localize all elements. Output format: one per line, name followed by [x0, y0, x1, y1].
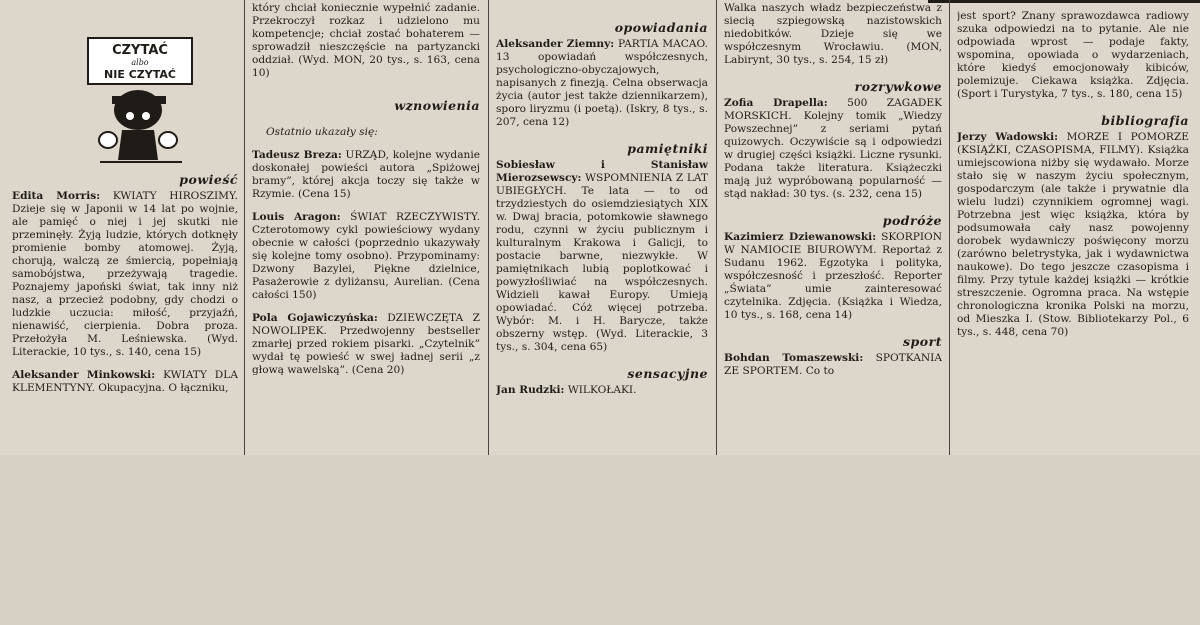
review-text: KWIATY HIROSZIMY. Dzieje się w Japonii w 14 lat po wojnie, ale pamięć o niej i jej skutki nie przeminęły. Żyją ludzie, których dotknęły promienie bomby atomowej. Żyją, chorują, walczą ze śmiercią, popełniają samobójstwa, przeżywają tragedie. Poznajemy japoński świat, tak inny niż nasz, a przecież podobny, gdy chodzi o ludzkie uczucia: miłość, przyjaźń, nienawiść, cierpienia. Dobra proza. Przełożyła M. Leśniewska. (Wyd. Literackie, 10 tys., s. 140, cena 15): [12, 190, 238, 358]
section-heading-bibliografia: bibliografia: [1101, 113, 1189, 128]
section-heading-sport: sport: [903, 334, 942, 349]
logo-line2: albo: [131, 58, 149, 67]
section-heading-pamietniki: pamiętniki: [627, 141, 708, 156]
author-name: Bohdan Tomaszewski:: [724, 352, 864, 364]
author-name: Kazimierz Dziewanowski:: [724, 231, 877, 243]
review-entry: [957, 131, 1189, 339]
column-rule: [488, 0, 489, 455]
review-entry: [252, 211, 480, 302]
column-3: [496, 18, 708, 473]
column-1: [12, 170, 238, 625]
review-text: WSPOMNIENIA Z LAT UBIEGŁYCH. Te lata — to od trzydziestych do osiemdziesiątych XIX w. Dwaj bracia, potomkowie sławnego rodu, czynni w życiu publicznym i kulturalnym Krakowa i Galicji, to postacie barwne, niezwykłe. W pamiętnikach lubią poplotkować i powyzłośliwiać na współczesnych. Widzieli kawał Europy. Umieją opowiadać. Cóż więcej potrzeba. Wybór: M. i H. Barycze, także obszerny wstęp. (Wyd. Literackie, 3 tys., s. 304, cena 65): [496, 172, 708, 353]
review-entry: [12, 369, 238, 395]
author-name: Zofia Drapella:: [724, 97, 828, 109]
review-entry: [496, 38, 708, 129]
section-heading-opowiadania: opowiadania: [614, 20, 708, 35]
section-intro: Ostatnio ukazały się:: [266, 126, 378, 138]
section-heading-powiesc: powieść: [179, 172, 238, 187]
review-text: SKORPION W NAMIOCIE BIUROWYM. Reportaż z Sudanu 1962. Egzotyka i polityka, współczesność i przeszłość. Reporter „Świata” umie zainteresować czytelnika. Zdjęcia. (Książka i Wiedza, 10 tys., s. 168, cena 14): [724, 231, 942, 321]
column-2: [252, 2, 480, 457]
review-entry: [252, 312, 480, 377]
logo-line1: CZYTAĆ: [112, 43, 168, 58]
column-rule: [949, 0, 950, 455]
review-text: MORZE I POMORZE (KSIĄŻKI, CZASOPISMA, FILMY). Książka umiejscowiona niżby się wydawało. Morze stało się w naszym życiu społecznym, gospodarczym (ale także i prywatnie dla wielu ludzi) czynnikiem ogromnej wagi. Potrzebna jest więc książka, która by podsumowała cały nasz powojenny dorobek wydawniczy poświęcony morzu (zarówno beletrystyka, jak i wydawnictwa naukowe). Do tego jeszcze czasopisma i filmy. Przy tytule każdej książki — krótkie streszczenie. Ogromna praca. Na wstępie chronologiczna kronika Polski na morzu, od Mieszka I. (Stow. Bibliotekarzy Pol., 6 tys., s. 448, cena 70): [957, 131, 1189, 338]
column-rule: [244, 0, 245, 455]
review-text: URZĄD, kolejne wydanie doskonałej powieści autora „Spiżowej bramy”, której akcja toczy się także w Rzymie. (Cena 15): [252, 149, 480, 200]
section-heading-podroze: podróże: [882, 213, 942, 228]
review-entry: [496, 384, 708, 397]
column-4: [724, 2, 942, 457]
review-continuation: jest sport? Znany sprawozdawca radiowy szuka odpowiedzi na to pytanie. Ale nie odpowiada wprost — podaje fakty, wspomina, opowiada o wydarzeniach, które kiedyś emocjonowały kibiców, polemizuje. Ciekawa książka. Zdjęcia. (Sport i Turystyka, 7 tys., s. 180, cena 15): [957, 10, 1189, 100]
reading-logo-icon: [86, 30, 196, 165]
review-continuation: który chciał koniecznie wypełnić zadanie. Przekroczył rozkaz i udzielono mu kompetencje; chciał zostać bohaterem — sprowadził nieszczęście na partyzancki oddział. (Wyd. MON, 20 tys., s. 163, cena 10): [252, 2, 480, 79]
review-continuation: Walka naszych władz bezpieczeństwa z siecią szpiegowską nazistowskich niedobitków. Dzieje się we współczesnym Wrocławiu. (MON, Labirynt, 30 tys., s. 254, 15 zł): [724, 2, 942, 66]
review-entry: [724, 231, 942, 322]
review-entry: [12, 190, 238, 359]
author-name: Tadeusz Breza:: [252, 149, 342, 161]
author-name: Aleksander Ziemny:: [496, 38, 615, 50]
review-text: KWIATY DLA KLEMENTYNY. Okupacyjna. O łączniku,: [12, 369, 238, 394]
review-entry: [724, 352, 942, 378]
review-text: 500 ZAGADEK MORSKICH. Kolejny tomik „Wiedzy Powszechnej” z seriami pytań quizowych. Oczywiście są i odpowiedzi w drugiej części książki. Liczne rysunki. Podana także literatura. Książeczki mają już wypróbowaną popularność — stąd nakład: 30 tys. (s. 232, cena 15): [724, 97, 942, 200]
review-entry: [496, 159, 708, 354]
review-text: ŚWIAT RZECZYWISTY. Czterotomowy cykl powieściowy wydany obecnie w całości (poprzednio ukazywały się kolejne tomy osobno). Przypominamy: Dzwony Bazylei, Piękne dzielnice, Pasażerowie z dyliżansu, Aurelian. (Cena całości 150): [252, 211, 480, 301]
column-rule: [716, 0, 717, 455]
author-name: Jan Rudzki:: [496, 384, 565, 396]
author-name: Sobiesław i Stanisław Mierozsewscy:: [496, 159, 708, 184]
review-text: PARTIA MACAO. 13 opowiadań współczesnych, psychologiczno-obyczajowych, napisanych z finezją. Celna obserwacja życia (autor jest także dziennikarzem), sporo liryzmu (i poetą). (Iskry, 8 tys., s. 207, cena 12): [496, 38, 708, 128]
column-5: [957, 10, 1189, 465]
author-name: Louis Aragon:: [252, 211, 341, 223]
review-text: DZIEWCZĘTA Z NOWOLIPEK. Przedwojenny bestseller zmarłej przed rokiem pisarki. „Czytelnik” wydał tę powieść w swej ładnej serii „z głową wawelską”. (Cena 20): [252, 312, 480, 376]
author-name: Jerzy Wadowski:: [957, 131, 1059, 143]
section-heading-wznowienia: wznowienia: [394, 98, 480, 113]
review-text: WILKOŁAKI.: [567, 384, 637, 396]
section-heading-sensacyjne: sensacyjne: [627, 366, 708, 381]
review-entry: [724, 97, 942, 201]
logo-line3: NIE CZYTAĆ: [104, 68, 176, 81]
top-rule: [928, 0, 1200, 3]
review-entry: [252, 149, 480, 201]
review-text: SPOTKANIA ZE SPORTEM. Co to: [724, 352, 942, 377]
author-name: Pola Gojawiczyńska:: [252, 312, 378, 324]
author-name: Aleksander Minkowski:: [12, 369, 156, 381]
author-name: Edita Morris:: [12, 190, 101, 202]
section-heading-rozrywkowe: rozrywkowe: [854, 79, 942, 94]
